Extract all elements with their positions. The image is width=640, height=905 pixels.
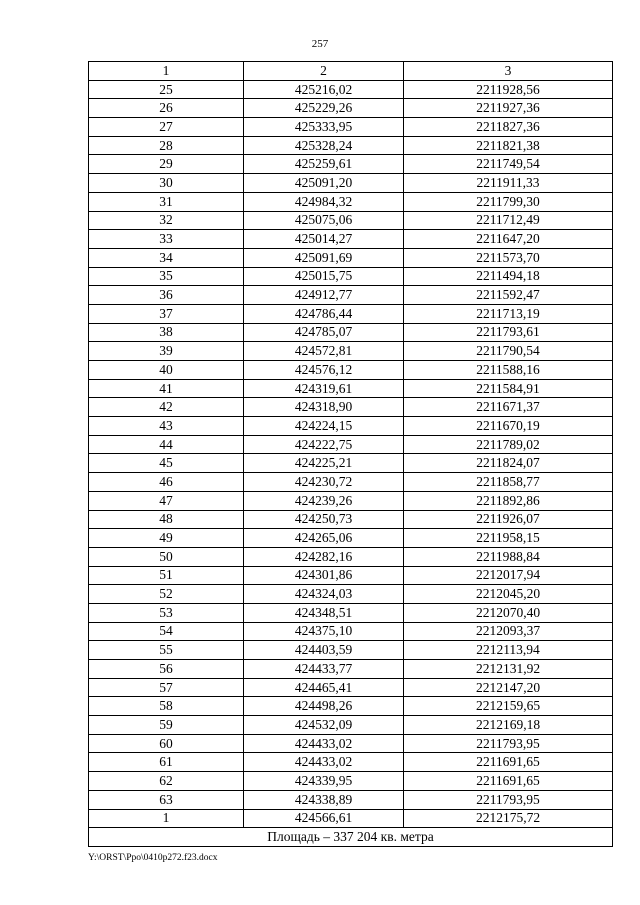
y-coordinate-cell: 2212147,20 [404,678,613,697]
x-coordinate-cell: 425015,75 [244,267,404,286]
table-row [89,716,613,735]
table-row [89,547,613,566]
y-coordinate-cell: 2212131,92 [404,660,613,679]
point-number-cell: 56 [89,660,244,679]
point-number-cell: 61 [89,753,244,772]
table-row [89,417,613,436]
table-row [89,491,613,510]
point-number-cell: 29 [89,155,244,174]
table-row [89,603,613,622]
table-row [89,678,613,697]
x-coordinate-cell: 424324,03 [244,585,404,604]
table-row [89,286,613,305]
y-coordinate-cell: 2211712,49 [404,211,613,230]
y-coordinate-cell: 2211827,36 [404,118,613,137]
x-coordinate-cell: 425014,27 [244,230,404,249]
x-coordinate-cell: 424224,15 [244,417,404,436]
y-coordinate-cell: 2212093,37 [404,622,613,641]
table-row [89,622,613,641]
point-number-cell: 28 [89,136,244,155]
y-coordinate-cell: 2212070,40 [404,603,613,622]
point-number-cell: 32 [89,211,244,230]
table-row [89,753,613,772]
y-coordinate-cell: 2211592,47 [404,286,613,305]
y-coordinate-cell: 2212169,18 [404,716,613,735]
x-coordinate-cell: 424532,09 [244,716,404,735]
table-row [89,641,613,660]
point-number-cell: 50 [89,547,244,566]
y-coordinate-cell: 2211926,07 [404,510,613,529]
table-row [89,323,613,342]
x-coordinate-cell: 424786,44 [244,304,404,323]
table-row [89,304,613,323]
y-coordinate-cell: 2211793,95 [404,734,613,753]
point-number-cell: 47 [89,491,244,510]
x-coordinate-cell: 425091,69 [244,248,404,267]
table-row [89,248,613,267]
x-coordinate-cell: 424403,59 [244,641,404,660]
coordinates-table [88,61,613,847]
y-coordinate-cell: 2211789,02 [404,435,613,454]
table-row [89,772,613,791]
point-number-cell: 40 [89,361,244,380]
x-coordinate-cell: 425328,24 [244,136,404,155]
point-number-cell: 31 [89,192,244,211]
point-number-cell: 53 [89,603,244,622]
y-coordinate-cell: 2211799,30 [404,192,613,211]
point-number-cell: 26 [89,99,244,118]
point-number-cell: 27 [89,118,244,137]
column-header-point: 1 [89,62,244,81]
table-body [89,80,613,828]
x-coordinate-cell: 424566,61 [244,809,404,828]
y-coordinate-cell: 2211892,86 [404,491,613,510]
point-number-cell: 60 [89,734,244,753]
y-coordinate-cell: 2211588,16 [404,361,613,380]
point-number-cell: 30 [89,174,244,193]
column-header-x: 2 [244,62,404,81]
point-number-cell: 43 [89,417,244,436]
point-number-cell: 33 [89,230,244,249]
x-coordinate-cell: 425333,95 [244,118,404,137]
table-row [89,734,613,753]
y-coordinate-cell: 2211691,65 [404,753,613,772]
table-row [89,174,613,193]
x-coordinate-cell: 424318,90 [244,398,404,417]
point-number-cell: 59 [89,716,244,735]
x-coordinate-cell: 424239,26 [244,491,404,510]
point-number-cell: 62 [89,772,244,791]
y-coordinate-cell: 2212159,65 [404,697,613,716]
table-row [89,267,613,286]
point-number-cell: 42 [89,398,244,417]
point-number-cell: 35 [89,267,244,286]
x-coordinate-cell: 424225,21 [244,454,404,473]
point-number-cell: 46 [89,473,244,492]
table-row [89,80,613,99]
table-row [89,697,613,716]
x-coordinate-cell: 424912,77 [244,286,404,305]
y-coordinate-cell: 2211790,54 [404,342,613,361]
y-coordinate-cell: 2211691,65 [404,772,613,791]
area-row [89,828,613,847]
table-row [89,529,613,548]
table-row [89,398,613,417]
x-coordinate-cell: 425229,26 [244,99,404,118]
x-coordinate-cell: 425091,20 [244,174,404,193]
x-coordinate-cell: 424785,07 [244,323,404,342]
y-coordinate-cell: 2211670,19 [404,417,613,436]
point-number-cell: 38 [89,323,244,342]
table-row [89,435,613,454]
y-coordinate-cell: 2211713,19 [404,304,613,323]
table-row [89,361,613,380]
table-row [89,342,613,361]
x-coordinate-cell: 425075,06 [244,211,404,230]
y-coordinate-cell: 2211911,33 [404,174,613,193]
point-number-cell: 55 [89,641,244,660]
x-coordinate-cell: 424433,02 [244,753,404,772]
table-row [89,473,613,492]
column-header-y: 3 [404,62,613,81]
x-coordinate-cell: 425259,61 [244,155,404,174]
point-number-cell: 57 [89,678,244,697]
point-number-cell: 44 [89,435,244,454]
table-row [89,211,613,230]
point-number-cell: 52 [89,585,244,604]
x-coordinate-cell: 425216,02 [244,80,404,99]
x-coordinate-cell: 424348,51 [244,603,404,622]
table-row [89,118,613,137]
point-number-cell: 58 [89,697,244,716]
y-coordinate-cell: 2211858,77 [404,473,613,492]
table-row [89,585,613,604]
y-coordinate-cell: 2211824,07 [404,454,613,473]
y-coordinate-cell: 2211573,70 [404,248,613,267]
y-coordinate-cell: 2211671,37 [404,398,613,417]
x-coordinate-cell: 424498,26 [244,697,404,716]
y-coordinate-cell: 2211793,61 [404,323,613,342]
point-number-cell: 41 [89,379,244,398]
y-coordinate-cell: 2211988,84 [404,547,613,566]
file-path-footer: Y:\ORST\Ppo\0410p272.f23.docx [88,853,218,863]
x-coordinate-cell: 424230,72 [244,473,404,492]
y-coordinate-cell: 2212045,20 [404,585,613,604]
table-row [89,510,613,529]
y-coordinate-cell: 2211494,18 [404,267,613,286]
table-row [89,192,613,211]
x-coordinate-cell: 424282,16 [244,547,404,566]
y-coordinate-cell: 2211958,15 [404,529,613,548]
y-coordinate-cell: 2211749,54 [404,155,613,174]
point-number-cell: 54 [89,622,244,641]
x-coordinate-cell: 424572,81 [244,342,404,361]
point-number-cell: 39 [89,342,244,361]
point-number-cell: 49 [89,529,244,548]
table-header-row [89,62,613,81]
x-coordinate-cell: 424433,02 [244,734,404,753]
point-number-cell: 37 [89,304,244,323]
point-number-cell: 51 [89,566,244,585]
y-coordinate-cell: 2212175,72 [404,809,613,828]
x-coordinate-cell: 424222,75 [244,435,404,454]
point-number-cell: 1 [89,809,244,828]
x-coordinate-cell: 424338,89 [244,790,404,809]
x-coordinate-cell: 424433,77 [244,660,404,679]
area-cell: Площадь – 337 204 кв. метра [89,828,613,847]
y-coordinate-cell: 2211647,20 [404,230,613,249]
table-row [89,790,613,809]
table-row [89,660,613,679]
table-row [89,379,613,398]
table-row [89,809,613,828]
x-coordinate-cell: 424265,06 [244,529,404,548]
y-coordinate-cell: 2211928,56 [404,80,613,99]
point-number-cell: 45 [89,454,244,473]
point-number-cell: 48 [89,510,244,529]
point-number-cell: 34 [89,248,244,267]
x-coordinate-cell: 424319,61 [244,379,404,398]
x-coordinate-cell: 424984,32 [244,192,404,211]
table-row [89,230,613,249]
page-number: 257 [311,38,329,50]
y-coordinate-cell: 2211821,38 [404,136,613,155]
y-coordinate-cell: 2212017,94 [404,566,613,585]
point-number-cell: 25 [89,80,244,99]
x-coordinate-cell: 424465,41 [244,678,404,697]
x-coordinate-cell: 424339,95 [244,772,404,791]
y-coordinate-cell: 2211584,91 [404,379,613,398]
table-row [89,566,613,585]
y-coordinate-cell: 2212113,94 [404,641,613,660]
y-coordinate-cell: 2211793,95 [404,790,613,809]
table-row [89,99,613,118]
x-coordinate-cell: 424301,86 [244,566,404,585]
table-row [89,136,613,155]
point-number-cell: 36 [89,286,244,305]
x-coordinate-cell: 424375,10 [244,622,404,641]
point-number-cell: 63 [89,790,244,809]
table-row [89,454,613,473]
x-coordinate-cell: 424250,73 [244,510,404,529]
x-coordinate-cell: 424576,12 [244,361,404,380]
table-row [89,155,613,174]
y-coordinate-cell: 2211927,36 [404,99,613,118]
